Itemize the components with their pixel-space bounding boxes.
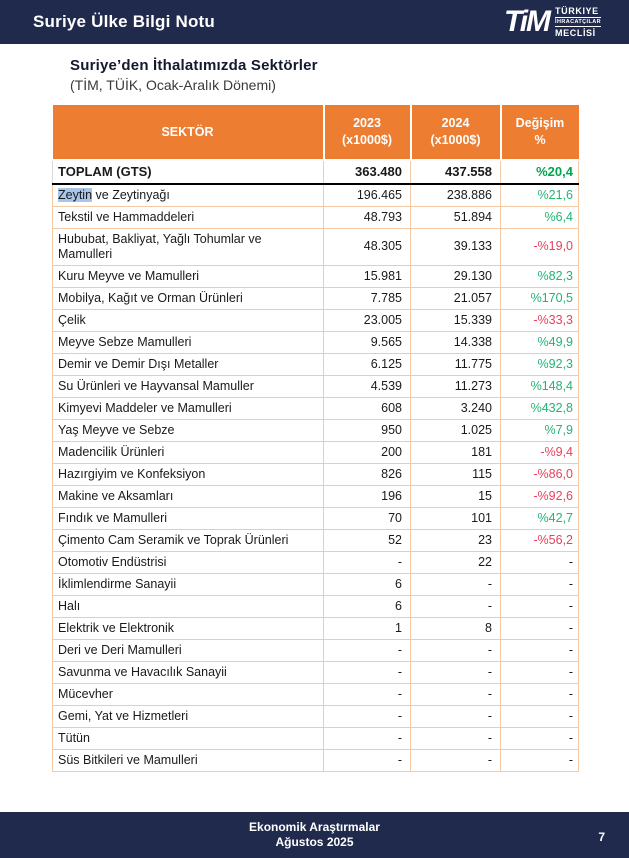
sector-name: Mobilya, Kağıt ve Orman Ürünleri: [53, 287, 324, 309]
table-row: [53, 661, 579, 683]
value-2023: 70: [324, 507, 411, 529]
table-row: [53, 749, 579, 771]
sector-name: Kuru Meyve ve Mamulleri: [53, 265, 324, 287]
column-header-2023-unit: (x1000$): [341, 133, 393, 147]
table-row: [53, 551, 579, 573]
column-header-sector-label: SEKTÖR: [161, 124, 214, 139]
value-2024: 8: [411, 617, 501, 639]
change-value: %6,4: [501, 206, 579, 228]
change-value: -%56,2: [501, 529, 579, 551]
table-row: [53, 184, 579, 207]
value-2024: 21.057: [411, 287, 501, 309]
column-header-change-label: Değişim: [515, 116, 565, 131]
table-row: [53, 639, 579, 661]
value-2023: 6: [324, 573, 411, 595]
footer-department: Ekonomik Araştırmalar: [249, 820, 380, 834]
tim-logo: [504, 6, 601, 39]
table-row: [53, 419, 579, 441]
value-2023: 608: [324, 397, 411, 419]
value-2024: -: [411, 727, 501, 749]
value-2024: 23: [411, 529, 501, 551]
sector-name: Hazırgiyim ve Konfeksiyon: [53, 463, 324, 485]
change-value: %170,5: [501, 287, 579, 309]
table-row: [53, 507, 579, 529]
sector-name: Halı: [53, 595, 324, 617]
value-2024: 3.240: [411, 397, 501, 419]
change-value: %7,9: [501, 419, 579, 441]
document-title: Suriye Ülke Bilgi Notu: [33, 12, 215, 31]
column-header-change: [501, 105, 579, 160]
change-value: -: [501, 551, 579, 573]
value-2024: -: [411, 661, 501, 683]
value-2023: -: [324, 661, 411, 683]
table-row: [53, 617, 579, 639]
change-value: -: [501, 749, 579, 771]
table-row: [53, 206, 579, 228]
change-value: -: [501, 727, 579, 749]
sector-name: Kimyevi Maddeler ve Mamulleri: [53, 397, 324, 419]
change-value: -: [501, 705, 579, 727]
sector-name: Otomotiv Endüstrisi: [53, 551, 324, 573]
top-header-bar: [0, 0, 629, 44]
total-value-2023: 363.480: [324, 160, 411, 184]
value-2023: -: [324, 639, 411, 661]
change-value: -%86,0: [501, 463, 579, 485]
value-2024: -: [411, 639, 501, 661]
sector-name: Deri ve Deri Mamulleri: [53, 639, 324, 661]
value-2023: 48.793: [324, 206, 411, 228]
table-row: [53, 353, 579, 375]
change-value: -%19,0: [501, 228, 579, 265]
total-row: [53, 160, 579, 184]
value-2024: 238.886: [411, 184, 501, 207]
sector-name: Çimento Cam Seramik ve Toprak Ürünleri: [53, 529, 324, 551]
sector-name: Elektrik ve Elektronik: [53, 617, 324, 639]
value-2023: 200: [324, 441, 411, 463]
value-2024: 15.339: [411, 309, 501, 331]
table-row: [53, 265, 579, 287]
sector-name: Tütün: [53, 727, 324, 749]
value-2024: -: [411, 705, 501, 727]
value-2023: 6: [324, 595, 411, 617]
table-row: [53, 441, 579, 463]
value-2023: 52: [324, 529, 411, 551]
table-row: [53, 573, 579, 595]
table-row: [53, 309, 579, 331]
table-row: [53, 529, 579, 551]
value-2023: 23.005: [324, 309, 411, 331]
value-2024: 181: [411, 441, 501, 463]
table-row: [53, 228, 579, 265]
value-2023: 48.305: [324, 228, 411, 265]
page-number: 7: [598, 830, 605, 845]
section-heading: [70, 57, 318, 93]
column-header-2023: [324, 105, 411, 160]
table-row: [53, 463, 579, 485]
total-value-2024: 437.558: [411, 160, 501, 184]
table-row: [53, 683, 579, 705]
value-2024: -: [411, 573, 501, 595]
change-value: %21,6: [501, 184, 579, 207]
value-2023: 1: [324, 617, 411, 639]
change-value: -: [501, 683, 579, 705]
value-2024: 101: [411, 507, 501, 529]
sector-name: İklimlendirme Sanayii: [53, 573, 324, 595]
logo-line-turkiye: TÜRKIYE: [555, 5, 599, 16]
value-2023: 9.565: [324, 331, 411, 353]
value-2024: 11.775: [411, 353, 501, 375]
sector-name: Yaş Meyve ve Sebze: [53, 419, 324, 441]
table-row: [53, 595, 579, 617]
change-value: -%9,4: [501, 441, 579, 463]
sector-name: Fındık ve Mamulleri: [53, 507, 324, 529]
value-2024: 22: [411, 551, 501, 573]
sector-table-body: [53, 160, 579, 771]
value-2023: 7.785: [324, 287, 411, 309]
value-2023: 196: [324, 485, 411, 507]
logo-line-meclisi: MECLİSİ: [555, 28, 596, 39]
text-selection-highlight: Zeytin: [58, 187, 93, 202]
value-2023: 826: [324, 463, 411, 485]
change-value: -%92,6: [501, 485, 579, 507]
column-header-2024: [411, 105, 501, 160]
change-value: -%33,3: [501, 309, 579, 331]
sector-name: Su Ürünleri ve Hayvansal Mamuller: [53, 375, 324, 397]
column-header-change-unit: %: [534, 133, 546, 147]
table-row: [53, 331, 579, 353]
change-value: -: [501, 595, 579, 617]
footer-bar: [0, 812, 629, 858]
value-2023: 196.465: [324, 184, 411, 207]
value-2024: -: [411, 683, 501, 705]
sector-name: Mücevher: [53, 683, 324, 705]
logo-line-ihracatcilar: İHRACATÇILAR: [555, 17, 601, 27]
value-2023: 6.125: [324, 353, 411, 375]
column-header-sector: [53, 105, 324, 160]
value-2024: 29.130: [411, 265, 501, 287]
change-value: %432,8: [501, 397, 579, 419]
value-2024: 14.338: [411, 331, 501, 353]
value-2024: -: [411, 595, 501, 617]
column-header-2024-unit: (x1000$): [430, 133, 481, 147]
tim-logo-text-block: [555, 6, 601, 39]
sector-name: Meyve Sebze Mamulleri: [53, 331, 324, 353]
table-row: [53, 397, 579, 419]
sector-name: Süs Bitkileri ve Mamulleri: [53, 749, 324, 771]
value-2023: -: [324, 727, 411, 749]
table-header: [53, 105, 579, 160]
sector-name: Çelik: [53, 309, 324, 331]
sector-name: Tekstil ve Hammaddeleri: [53, 206, 324, 228]
change-value: %82,3: [501, 265, 579, 287]
footer-date: Ağustos 2025: [275, 835, 354, 849]
change-value: -: [501, 661, 579, 683]
value-2023: 950: [324, 419, 411, 441]
change-value: %42,7: [501, 507, 579, 529]
total-row-label: TOPLAM (GTS): [53, 160, 324, 184]
change-value: %49,9: [501, 331, 579, 353]
change-value: -: [501, 573, 579, 595]
value-2023: -: [324, 749, 411, 771]
sector-name: Savunma ve Havacılık Sanayii: [53, 661, 324, 683]
sector-import-table: [52, 105, 579, 772]
table-row: [53, 727, 579, 749]
value-2024: 39.133: [411, 228, 501, 265]
value-2024: -: [411, 749, 501, 771]
table-row: [53, 375, 579, 397]
sector-name: Demir ve Demir Dışı Metaller: [53, 353, 324, 375]
value-2023: -: [324, 551, 411, 573]
sector-name: Hububat, Bakliyat, Yağlı Tohumlar ve Mamulleri: [53, 228, 324, 265]
sector-name: Gemi, Yat ve Hizmetleri: [53, 705, 324, 727]
column-header-2023-label: 2023: [353, 116, 381, 131]
change-value: -: [501, 617, 579, 639]
total-change-value: %20,4: [501, 160, 579, 184]
table-row: [53, 287, 579, 309]
value-2023: -: [324, 705, 411, 727]
sector-name: Makine ve Aksamları: [53, 485, 324, 507]
sector-name: Madencilik Ürünleri: [53, 441, 324, 463]
value-2023: -: [324, 683, 411, 705]
tim-logo-mark: TiM: [503, 5, 550, 38]
section-subtitle: (TİM, TÜİK, Ocak-Aralık Dönemi): [70, 77, 276, 93]
value-2023: 15.981: [324, 265, 411, 287]
value-2023: 4.539: [324, 375, 411, 397]
change-value: %92,3: [501, 353, 579, 375]
value-2024: 115: [411, 463, 501, 485]
sector-name: Zeytin ve Zeytinyağı: [53, 184, 324, 207]
table-row: [53, 485, 579, 507]
value-2024: 51.894: [411, 206, 501, 228]
value-2024: 15: [411, 485, 501, 507]
change-value: %148,4: [501, 375, 579, 397]
value-2024: 1.025: [411, 419, 501, 441]
change-value: -: [501, 639, 579, 661]
value-2024: 11.273: [411, 375, 501, 397]
table-row: [53, 705, 579, 727]
section-title: Suriye’den İthalatımızda Sektörler: [70, 57, 318, 74]
column-header-2024-label: 2024: [441, 116, 470, 131]
